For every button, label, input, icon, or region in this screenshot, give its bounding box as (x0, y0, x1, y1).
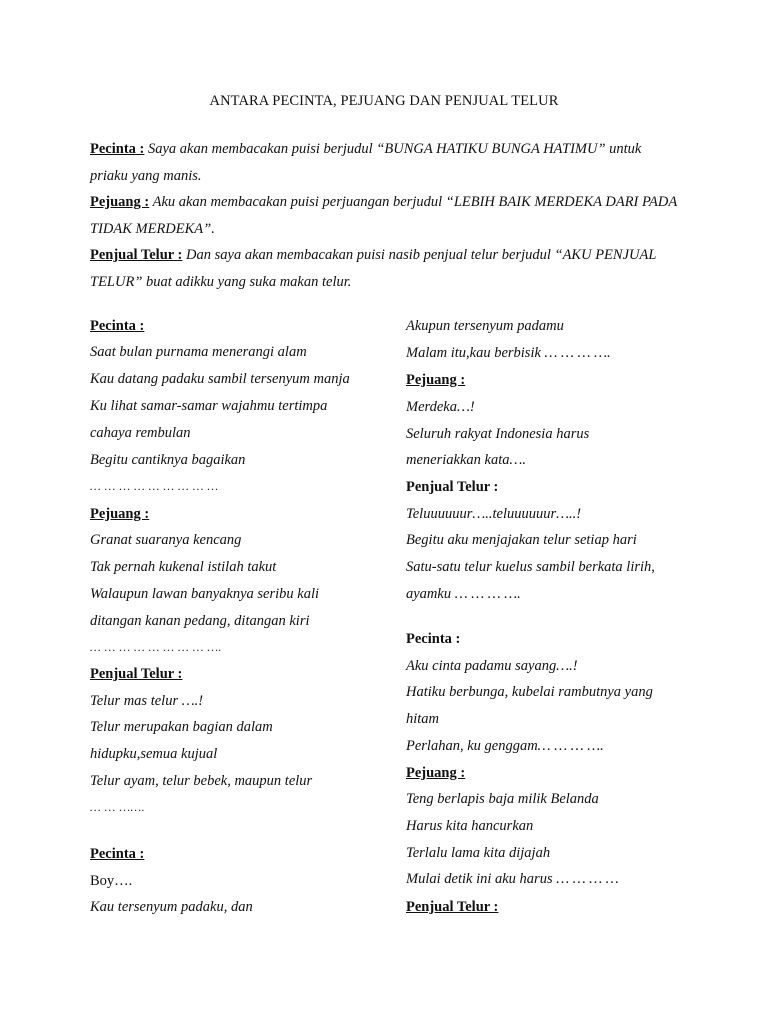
poem-line: ayamku … … … …. (406, 586, 521, 602)
poem-line: Merdeka…! (406, 399, 475, 415)
poem-line: Malam itu,kau berbisik … … … …. (406, 345, 611, 361)
poem-line: Walaupun lawan banyaknya seribu kali (90, 586, 320, 602)
poem-line: Hatiku berbunga, kubelai rambutnya yang (406, 684, 653, 700)
speaker-label: Penjual Telur : (406, 899, 499, 915)
ellipsis-line: … … ……. (90, 800, 146, 814)
poem-line: Telur merupakan bagian dalam (90, 719, 273, 735)
poem-line: Saat bulan purnama menerangi alam (90, 344, 307, 360)
poem-line: Ku lihat samar-samar wajahmu tertimpa (90, 398, 328, 414)
speaker-label: Pecinta : (90, 846, 145, 862)
poem-line: Begitu cantiknya bagaikan (90, 452, 246, 468)
poem-line: hidupku,semua kujual (90, 746, 218, 762)
speaker-label: Pecinta : (90, 318, 145, 334)
poem-line: meneriakkan kata…. (406, 452, 526, 468)
intro-text: Dan saya akan membacakan puisi nasib penjual telur berjudul “AKU PENJUAL TELUR” buat adikku yang suka makan telur. (90, 247, 657, 290)
poem-line: Begitu aku menjajakan telur setiap hari (406, 532, 637, 548)
poem-line: ditangan kanan pedang, ditangan kiri (90, 613, 310, 629)
intro-text: Aku akan membacakan puisi perjuangan berjudul “LEBIH BAIK MERDEKA DARI PADA TIDAK MERDEKA”. (90, 194, 677, 237)
poem-line: Akupun tersenyum padamu (406, 318, 564, 334)
poem-line: Tak pernah kukenal istilah takut (90, 559, 277, 575)
document-title: ANTARA PECINTA, PEJUANG DAN PENJUAL TELUR (209, 93, 559, 109)
speaker-label: Penjual Telur : (90, 247, 183, 264)
poem-line: Kau datang padaku sambil tersenyum manja (90, 371, 350, 387)
intro-text: Saya akan membacakan puisi berjudul “BUNGA HATIKU BUNGA HATIMU” untuk priaku yang manis. (90, 141, 642, 184)
poem-line: Teluuuuuur…..teluuuuuur…..! (406, 506, 582, 522)
speaker-label: Pejuang : (90, 194, 150, 211)
poem-line: Aku cinta padamu sayang….! (406, 658, 578, 674)
poem-line: Harus kita hancurkan (406, 818, 534, 834)
poem-line: Granat suaranya kencang (90, 532, 242, 548)
poem-line: Telur mas telur ….! (90, 693, 204, 709)
speaker-label: Penjual Telur : (406, 479, 499, 495)
poem-line: Satu-satu telur kuelus sambil berkata lirih, (406, 559, 655, 575)
poem-line: Kau tersenyum padaku, dan (90, 899, 253, 915)
poem-line: Perlahan, ku genggam… … … …. (406, 738, 604, 754)
poem-line: Seluruh rakyat Indonesia harus (406, 426, 590, 442)
speaker-label: Pecinta : (406, 631, 461, 647)
poem-line: Teng berlapis baja milik Belanda (406, 791, 599, 807)
speaker-label: Pecinta : (90, 141, 145, 157)
poem-line: Telur ayam, telur bebek, maupun telur (90, 773, 313, 789)
poem-line: cahaya rembulan (90, 425, 191, 441)
speaker-label: Penjual Telur : (90, 666, 183, 682)
ellipsis-line: … … … … … … … … … (90, 479, 219, 493)
poem-line: hitam (406, 711, 440, 727)
speaker-label: Pejuang : (406, 372, 466, 388)
poem-line: Boy…. (90, 873, 133, 889)
speaker-label: Pejuang : (406, 765, 466, 781)
poem-line: Terlalu lama kita dijajah (406, 845, 551, 861)
poem-left-column (90, 0, 390, 1024)
speaker-label: Pejuang : (90, 506, 150, 522)
ellipsis-line: … … … … … … … … …. (90, 640, 223, 654)
poem-line: Mulai detik ini aku harus … … … … (406, 871, 619, 887)
poem-right-column (406, 0, 706, 1024)
